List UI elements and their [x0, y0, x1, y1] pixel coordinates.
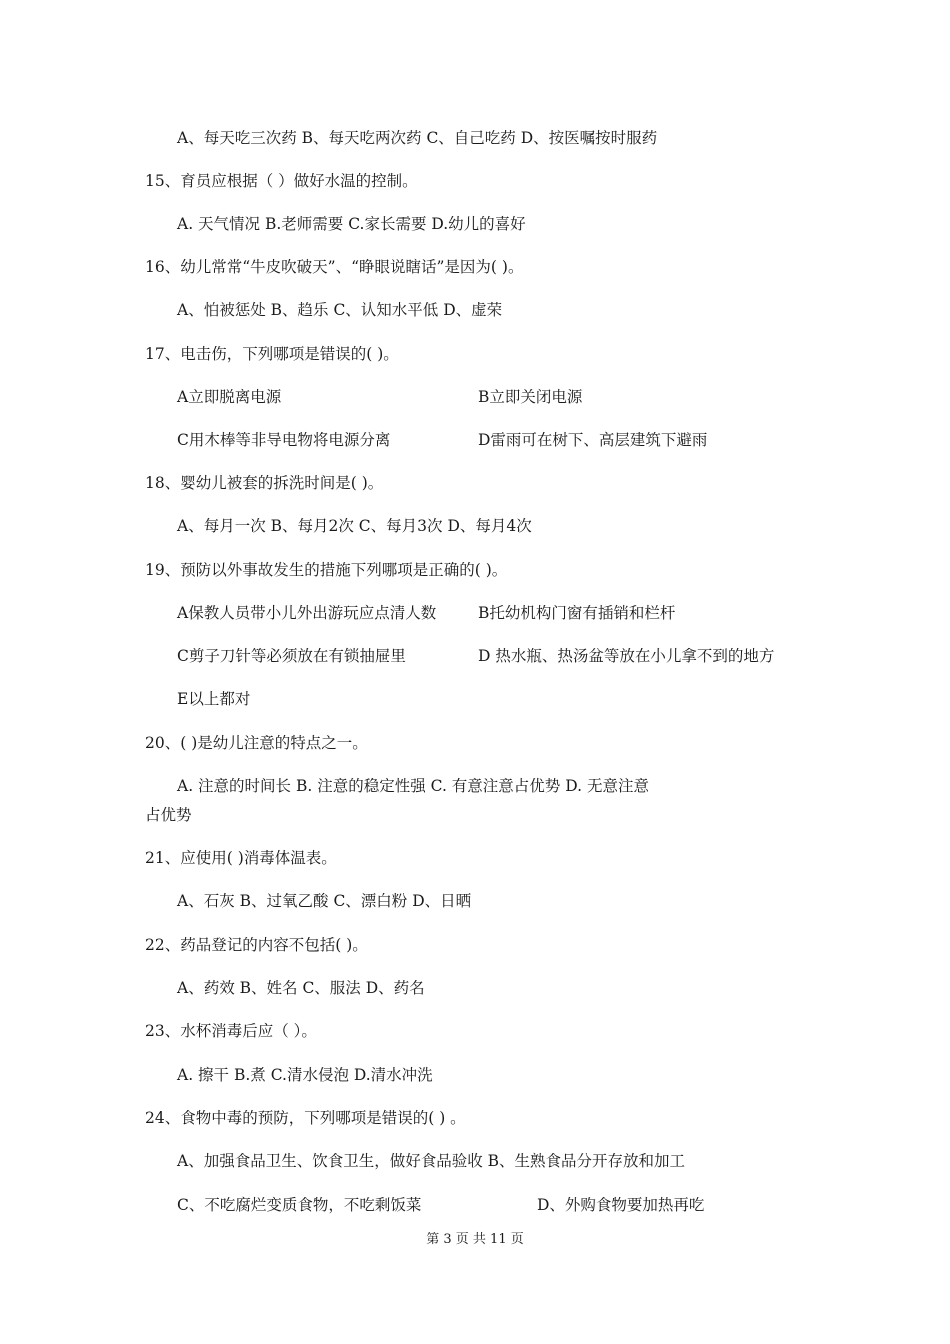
option-text: A、石灰 B、过氧乙酸 C、漂白粉 D、日晒 — [177, 892, 472, 910]
question-text: 21、应使用( )消毒体温表。 — [145, 849, 337, 867]
option-text: A、加强食品卫生、饮食卫生，做好食品验收 B、生熟食品分开存放和加工 — [177, 1152, 686, 1170]
question-text: 15、育员应根据（ ）做好水温的控制。 — [145, 172, 418, 190]
option-text: D、外购食物要加热再吃 — [537, 1196, 705, 1214]
option-text: D雷雨可在树下、高层建筑下避雨 — [478, 431, 708, 449]
option-text: A. 天气情况 B.老师需要 C.家长需要 D.幼儿的喜好 — [177, 215, 526, 233]
option-text: C剪子刀针等必须放在有锁抽屉里 — [177, 647, 406, 665]
question-text: 占优势 — [145, 806, 192, 824]
option-text: A、每月一次 B、每月2次 C、每月3次 D、每月4次 — [177, 517, 532, 535]
question-text: 16、幼儿常常“牛皮吹破天”、“睁眼说瞎话”是因为( )。 — [145, 258, 524, 276]
question-text: 20、( )是幼儿注意的特点之一。 — [145, 734, 368, 752]
option-text: A、药效 B、姓名 C、服法 D、药名 — [177, 979, 425, 997]
option-text: A. 擦干 B.煮 C.清水侵泡 D.清水冲洗 — [177, 1066, 433, 1084]
question-text: 17、电击伤，下列哪项是错误的( )。 — [145, 345, 399, 363]
option-text: A、每天吃三次药 B、每天吃两次药 C、自己吃药 D、按医嘱按时服药 — [177, 129, 658, 147]
option-text: D 热水瓶、热汤盆等放在小儿拿不到的地方 — [478, 647, 775, 665]
option-text: C、不吃腐烂变质食物，不吃剩饭菜 — [177, 1196, 422, 1214]
question-text: 18、婴幼儿被套的拆洗时间是( )。 — [145, 474, 384, 492]
option-text: A立即脱离电源 — [177, 388, 282, 406]
option-text: B立即关闭电源 — [478, 388, 583, 406]
option-text: A. 注意的时间长 B. 注意的稳定性强 C. 有意注意占优势 D. 无意注意 — [177, 777, 649, 795]
option-text: C用木棒等非导电物将电源分离 — [177, 431, 391, 449]
page-footer: 第 3 页 共 11 页 — [426, 1232, 524, 1247]
option-text: A、怕被惩处 B、趋乐 C、认知水平低 D、虚荣 — [177, 301, 503, 319]
option-text: E以上都对 — [177, 690, 251, 708]
option-text: A保教人员带小儿外出游玩应点清人数 — [177, 604, 437, 622]
question-text: 22、药品登记的内容不包括( )。 — [145, 936, 368, 954]
question-text: 24、食物中毒的预防，下列哪项是错误的( ) 。 — [145, 1109, 466, 1127]
option-text: B托幼机构门窗有插销和栏杆 — [478, 604, 676, 622]
question-text: 23、水杯消毒后应（ ）。 — [145, 1022, 317, 1040]
question-text: 19、预防以外事故发生的措施下列哪项是正确的( )。 — [145, 561, 508, 579]
